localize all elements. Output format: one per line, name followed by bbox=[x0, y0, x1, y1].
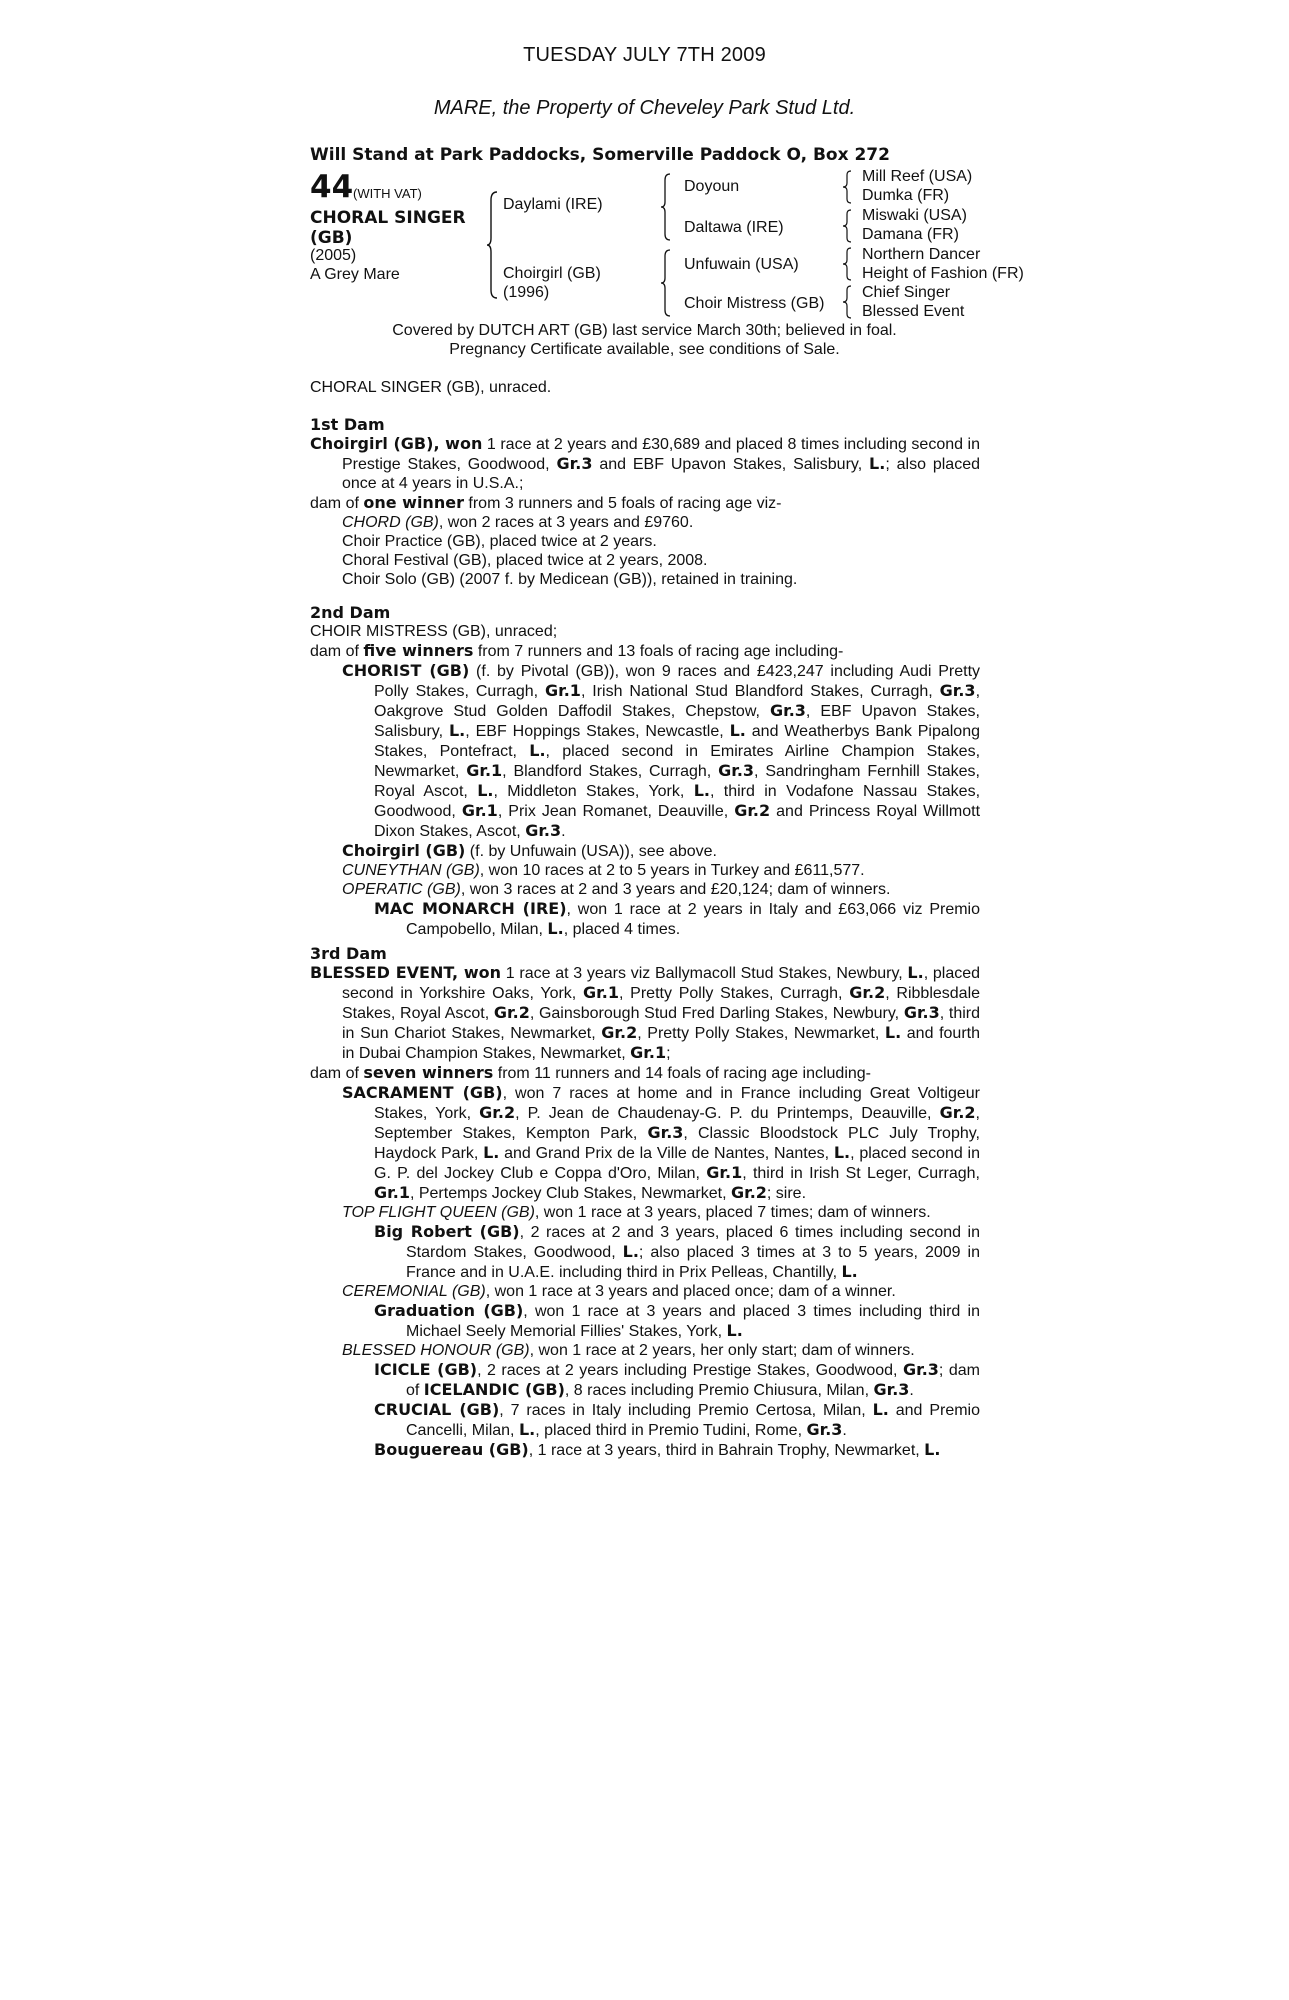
pedigree-brace-sire bbox=[660, 172, 676, 242]
pedigree-sire-sire: Doyoun bbox=[684, 178, 740, 195]
first-dam-section bbox=[310, 415, 980, 589]
first-dam-record: Choirgirl (GB), won 1 race at 2 years and £30,689 and placed 8 times including second in Prestige Stakes, Goodwood, Gr.3 and EBF Upavon Stakes, Salisbury, L.; also placed once at 4 years in U.S.A.; bbox=[310, 434, 981, 492]
pedigree-sire: Daylami (IRE) bbox=[503, 196, 603, 213]
produce-ceremonial: CEREMONIAL (GB), won 1 race at 3 years and placed once; dam of a winner. bbox=[342, 1283, 896, 1300]
produce-item: Choir Solo (GB) (2007 f. by Medicean (GB)), retained in training. bbox=[342, 571, 798, 588]
produce-cuneythan: CUNEYTHAN (GB), won 10 races at 2 to 5 years in Turkey and £611,577. bbox=[342, 862, 865, 879]
pedigree-g1: Mill Reef (USA) bbox=[862, 168, 973, 185]
produce-top-flight-queen: TOP FLIGHT QUEEN (GB), won 1 race at 3 years, placed 7 times; dam of winners. bbox=[342, 1204, 931, 1221]
third-dam-heading: 3rd Dam bbox=[310, 944, 387, 963]
produce-bouguereau: Bouguereau (GB), 1 race at 3 years, third in Bahrain Trophy, Newmarket, L. bbox=[374, 1440, 941, 1459]
vat-note: (WITH VAT) bbox=[353, 186, 422, 201]
pedigree-dam-sire: Unfuwain (USA) bbox=[684, 256, 799, 273]
produce-item: Choir Practice (GB), placed twice at 2 years. bbox=[342, 533, 657, 550]
produce-operatic: OPERATIC (GB), won 3 races at 2 and 3 years and £20,124; dam of winners. bbox=[342, 881, 891, 898]
produce-blessed-honour: BLESSED HONOUR (GB), won 1 race at 2 years, her only start; dam of winners. bbox=[342, 1342, 915, 1359]
pregnancy-note: Pregnancy Certificate available, see conditions of Sale. bbox=[449, 341, 840, 358]
produce-crucial: CRUCIAL (GB), 7 races in Italy including Premio Certosa, Milan, L. and Premio Cancelli, Milan, L., placed third in Premio Tudini, Rome, Gr.3. bbox=[374, 1400, 980, 1439]
pedigree-g8: Blessed Event bbox=[862, 303, 965, 320]
horse-description: A Grey Mare bbox=[310, 266, 400, 283]
pedigree-brace-main bbox=[485, 190, 505, 300]
produce-item: Choral Festival (GB), placed twice at 2 years, 2008. bbox=[342, 552, 708, 569]
produce-item: CHORD (GB), won 2 races at 3 years and £9760. bbox=[342, 514, 694, 531]
intro-line: CHORAL SINGER (GB), unraced. bbox=[310, 379, 552, 396]
horse-year: (2005) bbox=[310, 247, 357, 264]
pedigree-dam-dam: Choir Mistress (GB) bbox=[684, 295, 825, 312]
covered-note: Covered by DUTCH ART (GB) last service March 30th; believed in foal. bbox=[392, 322, 897, 339]
pedigree-sire-dam: Daltawa (IRE) bbox=[684, 219, 784, 236]
pedigree-g2: Dumka (FR) bbox=[862, 187, 950, 204]
produce-big-robert: Big Robert (GB), 2 races at 2 and 3 years, placed 6 times including second in Stardom Stakes, Goodwood, L.; also placed 3 times at 3 to 5 years, 2009 in France and in U.A.E. including third in Prix Pelleas, Chantilly, L. bbox=[374, 1222, 981, 1281]
pedigree-g6: Height of Fashion (FR) bbox=[862, 265, 1024, 282]
pedigree-g4: Damana (FR) bbox=[862, 226, 959, 243]
first-dam-dam-of: dam of one winner from 3 runners and 5 foals of racing age viz- bbox=[310, 493, 782, 512]
stand-location: Will Stand at Park Paddocks, Somerville Paddock O, Box 272 bbox=[310, 145, 890, 165]
pedigree-g7: Chief Singer bbox=[862, 284, 951, 301]
produce-mac-monarch: MAC MONARCH (IRE), won 1 race at 2 years in Italy and £63,066 viz Premio Campobello, Milan, L., placed 4 times. bbox=[374, 899, 980, 938]
third-dam-dam-of: dam of seven winners from 11 runners and 14 foals of racing age including- bbox=[310, 1063, 871, 1082]
sale-date: TUESDAY JULY 7TH 2009 bbox=[523, 44, 766, 66]
pedigree-brace-g4 bbox=[842, 284, 856, 320]
second-dam-line: CHOIR MISTRESS (GB), unraced; bbox=[310, 623, 558, 640]
first-dam-heading: 1st Dam bbox=[310, 415, 385, 434]
second-dam-section bbox=[310, 603, 980, 939]
produce-sacrament: SACRAMENT (GB), won 7 races at home and in France including Great Voltigeur Stakes, York, Gr.2, P. Jean de Chaudenay-G. P. du Printemps, Deauville, Gr.2, September Stakes, Kempton Park, Gr.3, Classic Bloodstock PLC July Trophy, Haydock Park, L. and Grand Prix de la Ville de Nantes, Nantes, L., placed second in G. P. del Jockey Club e Coppa d'Oro, Milan, Gr.1, third in Irish St Leger, Curragh, Gr.1, Pertemps Jockey Club Stakes, Newmarket, Gr.2; sire. bbox=[342, 1083, 981, 1202]
second-dam-dam-of: dam of five winners from 7 runners and 13 foals of racing age including- bbox=[310, 641, 844, 660]
produce-chorist: CHORIST (GB) (f. by Pivotal (GB)), won 9 races and £423,247 including Audi Pretty Polly Stakes, Curragh, Gr.1, Irish National Stud Blandford Stakes, Curragh, Gr.3, Oakgrove Stud Golden Daffodil Stakes, Chepstow, Gr.3, EBF Upavon Stakes, Salisbury, L., EBF Hoppings Stakes, Newcastle, L. and Weatherbys Bank Pipalong Stakes, Pontefract, L., placed second in Emirates Airline Champion Stakes, Newmarket, Gr.1, Blandford Stakes, Curragh, Gr.3, Sandringham Fernhill Stakes, Royal Ascot, L., Middleton Stakes, York, L., third in Vodafone Nassau Stakes, Goodwood, Gr.1, Prix Jean Romanet, Deauville, Gr.2 and Princess Royal Willmott Dixon Stakes, Ascot, Gr.3. bbox=[342, 661, 981, 840]
produce-icicle: ICICLE (GB), 2 races at 2 years including Prestige Stakes, Goodwood, Gr.3; dam of ICELANDIC (GB), 8 races including Premio Chiusura, Milan, Gr.3. bbox=[374, 1360, 980, 1399]
pedigree-brace-dam bbox=[660, 248, 676, 318]
lot-number: 44 bbox=[310, 169, 354, 205]
second-dam-heading: 2nd Dam bbox=[310, 603, 391, 622]
produce-graduation: Graduation (GB), won 1 race at 3 years and placed 3 times including third in Michael Seely Memorial Fillies' Stakes, York, L. bbox=[374, 1301, 981, 1340]
pedigree-dam-year: (1996) bbox=[503, 284, 550, 301]
pedigree-brace-g3 bbox=[842, 246, 856, 282]
first-dam-name: Choirgirl (GB) bbox=[310, 434, 434, 453]
lot-subtitle: MARE, the Property of Cheveley Park Stud Ltd. bbox=[433, 97, 856, 119]
third-dam-record: BLESSED EVENT, won 1 race at 3 years viz Ballymacoll Stud Stakes, Newbury, L., placed second in Yorkshire Oaks, York, Gr.1, Pretty Polly Stakes, Curragh, Gr.2, Ribblesdale Stakes, Royal Ascot, Gr.2, Gainsborough Stud Fred Darling Stakes, Newbury, Gr.3, third in Sun Chariot Stakes, Newmarket, Gr.2, Pretty Polly Stakes, Newmarket, L. and fourth in Dubai Champion Stakes, Newmarket, Gr.1; bbox=[310, 963, 981, 1062]
produce-choirgirl: Choirgirl (GB) (f. by Unfuwain (USA)), see above. bbox=[342, 841, 717, 860]
pedigree-brace-g1 bbox=[842, 169, 856, 205]
pedigree-g5: Northern Dancer bbox=[862, 246, 981, 263]
pedigree-dam: Choirgirl (GB) bbox=[503, 265, 601, 282]
pedigree-brace-g2 bbox=[842, 208, 856, 244]
horse-name: CHORAL SINGER (GB) bbox=[310, 208, 466, 248]
pedigree-g3: Miswaki (USA) bbox=[862, 207, 967, 224]
third-dam-section bbox=[310, 944, 980, 1460]
